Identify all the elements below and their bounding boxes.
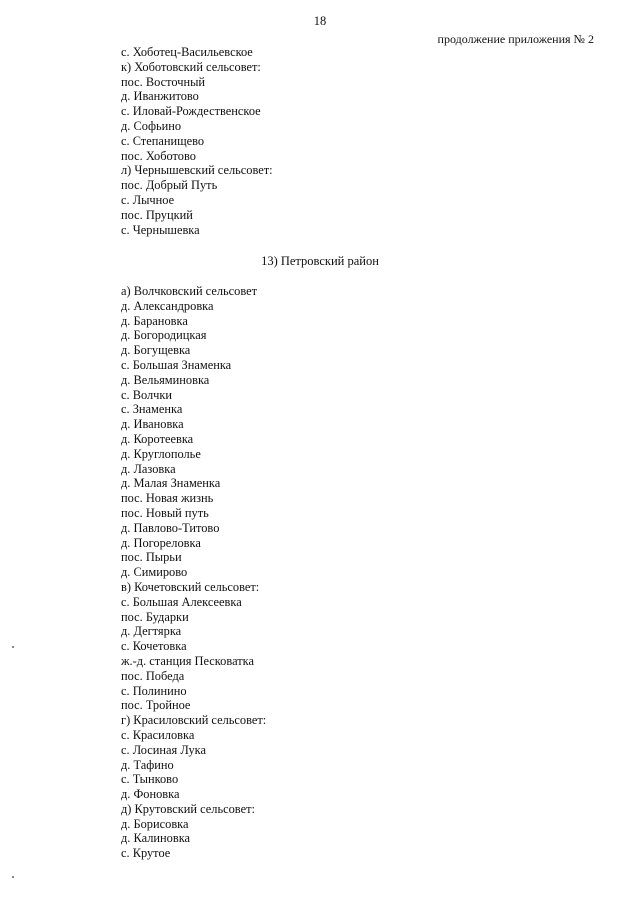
list-item: д. Александровка xyxy=(121,298,214,313)
list-item: д. Тафино xyxy=(121,757,174,772)
list-item: с. Крутое xyxy=(121,846,171,861)
list-item: пос. Восточный xyxy=(121,74,206,89)
page-number: 18 xyxy=(313,14,327,28)
list-item: пос. Новая жизнь xyxy=(121,491,214,506)
list-item: д. Павлово-Титово xyxy=(121,520,220,535)
list-item: к) Хоботовский сельсовет: xyxy=(121,59,261,74)
appendix-continuation-note: продолжение приложения № 2 xyxy=(437,32,594,46)
list-item: д. Погореловка xyxy=(121,535,201,550)
list-item: л) Чернышевский сельсовет: xyxy=(121,163,273,178)
list-item: пос. Хоботово xyxy=(121,148,196,163)
list-item: с. Большая Знаменка xyxy=(121,357,232,372)
list-item: пос. Пруцкий xyxy=(121,207,193,222)
list-item: с. Кочетовка xyxy=(121,639,187,654)
list-item: д. Богородицкая xyxy=(121,328,207,343)
settlement-list-petrovsky xyxy=(121,284,266,861)
list-item: с. Степанищево xyxy=(121,133,205,148)
list-item: д. Вельяминовка xyxy=(121,372,210,387)
list-item: д. Борисовка xyxy=(121,816,189,831)
list-item: пос. Победа xyxy=(121,668,185,683)
list-item: д. Богущевка xyxy=(121,343,191,358)
list-item: пос. Пырьи xyxy=(121,550,182,565)
list-item: в) Кочетовский сельсовет: xyxy=(121,579,260,594)
settlement-list-continued xyxy=(121,45,273,237)
list-item: д. Софьино xyxy=(121,118,182,133)
list-item: с. Лычное xyxy=(121,192,175,207)
list-item: с. Иловай-Рождественское xyxy=(121,104,261,119)
list-item: с. Большая Алексеевка xyxy=(121,594,242,609)
list-item: д. Ивановка xyxy=(121,417,184,432)
list-item: д. Симирово xyxy=(121,565,188,580)
list-item: с. Красиловка xyxy=(121,727,195,742)
list-item: д) Крутовский сельсовет: xyxy=(121,801,255,816)
list-item: д. Круглополье xyxy=(121,446,201,461)
list-item: д. Иванжитово xyxy=(121,89,199,104)
list-item: д. Барановка xyxy=(121,313,188,328)
list-item: с. Полинино xyxy=(121,683,187,698)
list-item: ж.-д. станция Песковатка xyxy=(121,653,254,668)
list-item: пос. Новый путь xyxy=(121,505,209,520)
list-item: с. Знаменка xyxy=(121,402,183,417)
section-heading: 13) Петровский район xyxy=(261,254,379,268)
list-item: д. Дегтярка xyxy=(121,624,182,639)
list-item: д. Лазовка xyxy=(121,461,176,476)
list-item: пос. Бударки xyxy=(121,609,189,624)
list-item: с. Чернышевка xyxy=(121,222,200,237)
list-item: а) Волчковский сельсовет xyxy=(121,284,258,298)
list-item: с. Волчки xyxy=(121,387,173,402)
list-item: пос. Добрый Путь xyxy=(121,178,218,193)
list-item: пос. Тройное xyxy=(121,698,191,713)
list-item: г) Красиловский сельсовет: xyxy=(121,713,267,728)
list-item: д. Коротеевка xyxy=(121,431,194,446)
list-item: д. Малая Знаменка xyxy=(121,476,221,491)
list-item: д. Фоновка xyxy=(121,787,180,802)
list-item: с. Лосиная Лука xyxy=(121,742,206,757)
scan-speck xyxy=(12,646,14,648)
scan-speck xyxy=(12,876,14,878)
list-item: с. Тынково xyxy=(121,772,179,787)
list-item: с. Хоботец-Васильевское xyxy=(121,45,253,59)
list-item: д. Калиновка xyxy=(121,831,191,846)
